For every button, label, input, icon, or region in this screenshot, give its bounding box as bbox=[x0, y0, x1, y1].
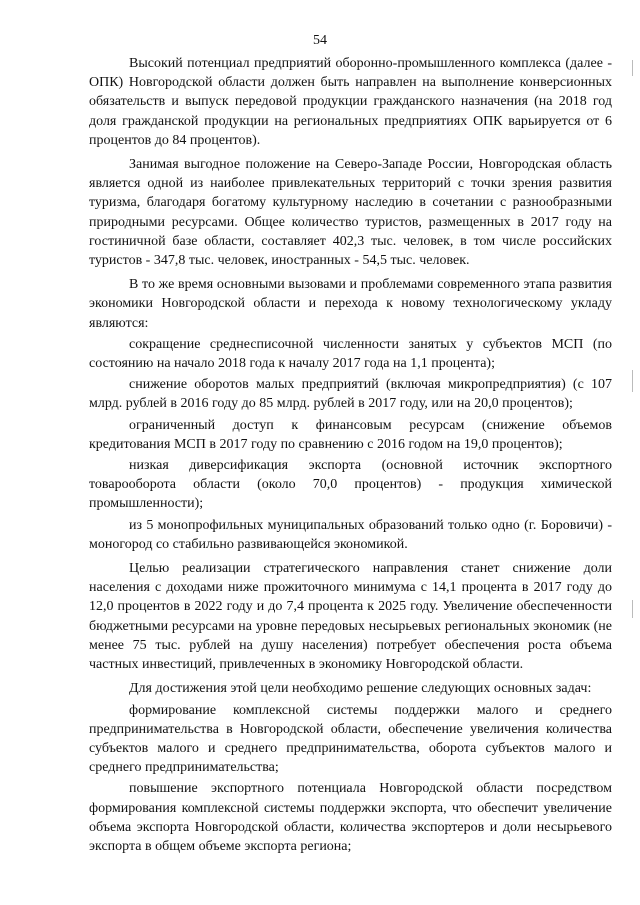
scan-margin-mark bbox=[632, 600, 638, 618]
list-item-monotowns: из 5 монопрофильных муниципальных образований только одно (г. Боровичи) - моногород со стабильно развивающейся экономикой. bbox=[89, 517, 612, 552]
document-body bbox=[89, 54, 612, 856]
list-item-export-potential: повышение экспортного потенциала Новгородской области посредством формирования комплексной системы поддержки экспорта, что обеспечит увеличение объема экспорта Новгородской области, количества экспортеров и доли несырьевого экспорта в общем объеме экспорта региона; bbox=[89, 781, 612, 854]
paragraph-strategic-goal: Целью реализации стратегического направления станет снижение доли населения с доходами ниже прожиточного минимума с 14,1 процента в 2017 году до 12,0 процентов в 2022 году и до 7,4 процента к 2025 году. Увеличение обеспеченности бюджетными ресурсами на уровне передовых несырьевых региональных экономик (не менее 75 тыс. рублей на душу населения) потребует обеспечения роста объема частных инвестиций, привлеченных в экономику Новгородской области. bbox=[89, 561, 612, 673]
scan-margin-mark bbox=[632, 370, 638, 392]
scan-margin-mark bbox=[632, 60, 638, 76]
list-item-employment: сокращение среднесписочной численности занятых у субъектов МСП (по состоянию на начало 2018 года к началу 2017 года на 1,1 процента); bbox=[89, 336, 612, 372]
list-item-sme-support: формирование комплексной системы поддержки малого и среднего предпринимательства в Новгородской области, обеспечение увеличения количества субъектов малого и среднего предпринимательства, оборота субъектов малого и среднего предпринимательства; bbox=[89, 702, 612, 776]
list-item-finance-access: ограниченный доступ к финансовым ресурсам (снижение объемов кредитования МСП в 2017 году по сравнению с 2016 годом на 19,0 процентов); bbox=[89, 417, 612, 452]
paragraph-tasks-intro: Для достижения этой цели необходимо решение следующих основных задач: bbox=[129, 681, 592, 697]
paragraph-challenges-intro: В то же время основными вызовами и проблемами современного этапа развития экономики Новгородской области и перехода к новому технологическому укладу являются: bbox=[89, 277, 612, 331]
list-item-export-diversification: низкая диверсификация экспорта (основной источник экспортного товарооборота области (около 70,0 процентов) - продукция химической промышленности); bbox=[89, 458, 612, 512]
list-item-turnover: снижение оборотов малых предприятий (включая микропредприятия) (с 107 млрд. рублей в 2016 году до 85 млрд. рублей в 2017 году, или на 20,0 процентов); bbox=[89, 377, 612, 412]
page-number: 54 bbox=[313, 33, 327, 48]
paragraph-opk: Высокий потенциал предприятий оборонно-промышленного комплекса (далее - ОПК) Новгородской области должен быть направлен на выполнение конверсионных обязательств и выпуск передовой продукции гражданского назначения (на 2018 год доля гражданской продукции на региональных предприятиях ОПК варьируется от 6 процентов до 84 процентов). bbox=[89, 56, 612, 148]
paragraph-tourism: Занимая выгодное положение на Северо-Западе России, Новгородская область является одной из наиболее привлекательных территорий с точки зрения развития туризма, благодаря богатому культурному наследию в сочетании с разнообразными природными ресурсами. Общее количество туристов, размещенных в 2017 году на гостиничной базе области, составляет 402,3 тыс. человек, в том числе российских туристов - 347,8 тыс. человек, иностранных - 54,5 тыс. человек. bbox=[89, 157, 612, 269]
